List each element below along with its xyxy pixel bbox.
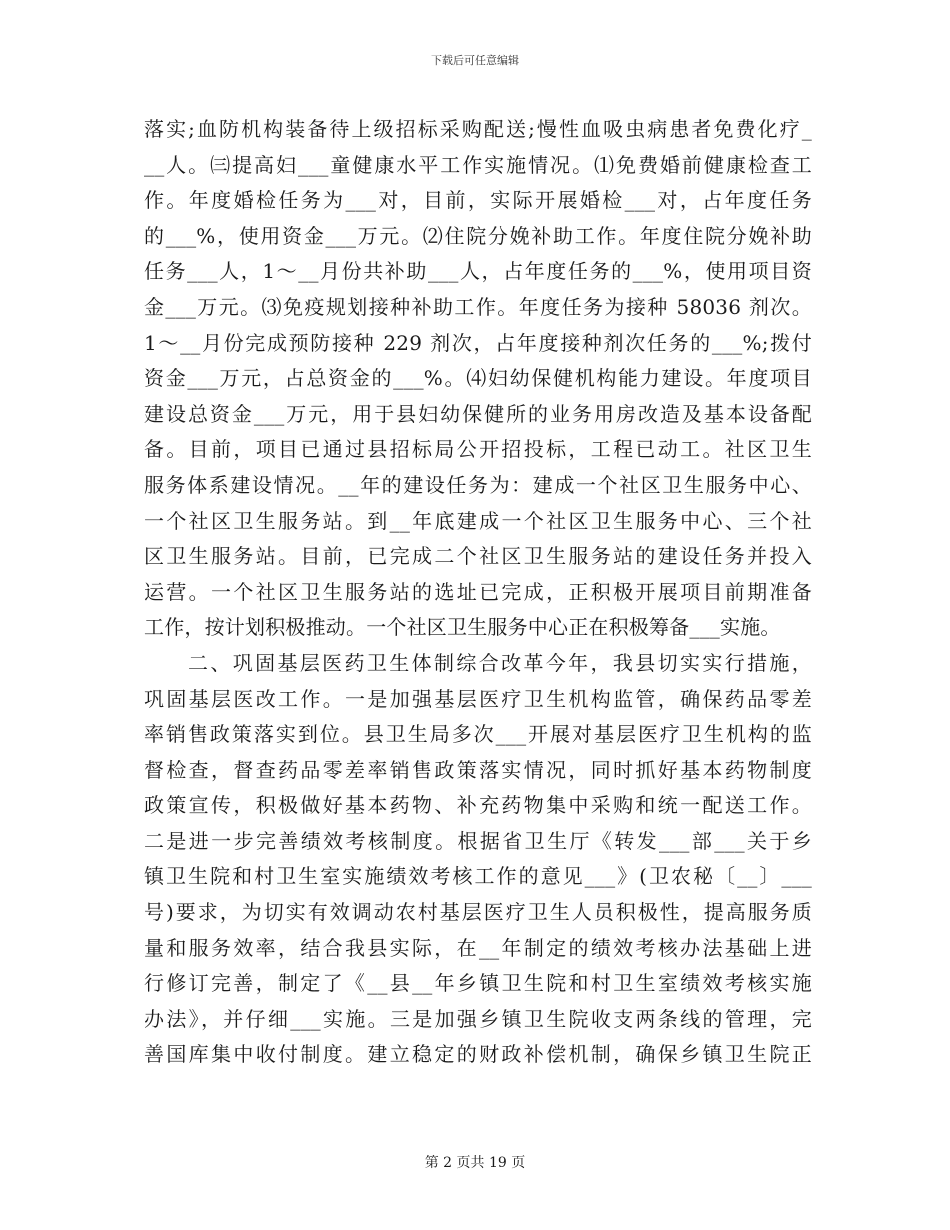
body-line: 镇卫生院和村卫生室实施绩效考核工作的意见___》(卫农秘〔__〕___ [144, 864, 812, 889]
body-line: 号)要求，为切实有效调动农村基层医疗卫生人员积极性，提高服务质 [144, 900, 812, 925]
body-line: 资金___万元，占总资金的___%。⑷妇幼保健机构能力建设。年度项目 [144, 366, 812, 391]
body-line: 服务体系建设情况。__年的建设任务为：建成一个社区卫生服务中心、 [144, 472, 812, 497]
body-line: 善国库集中收付制度。建立稳定的财政补偿机制，确保乡镇卫生院正 [144, 1042, 812, 1067]
body-line: 率销售政策落实到位。县卫生局多次___开展对基层医疗卫生机构的监 [144, 722, 812, 747]
page-number: 第 2 页共 19 页 [424, 1155, 526, 1171]
body-line: 运营。一个社区卫生服务站的选址已完成，正积极开展项目前期准备 [144, 579, 812, 604]
body-line: 区卫生服务站。目前，已完成二个社区卫生服务站的建设任务并投入 [144, 544, 812, 569]
body-line: 落实;血防机构装备待上级招标采购配送;慢性血吸虫病患者免费化疗_ [144, 117, 812, 141]
body-line: 建设总资金___万元，用于县妇幼保健所的业务用房改造及基本设备配 [144, 401, 812, 426]
body-line: 的___%，使用资金___万元。⑵住院分娩补助工作。年度住院分娩补助 [144, 223, 812, 248]
body-line: 办法》，并仔细___实施。三是加强乡镇卫生院收支两条线的管理，完 [144, 1006, 812, 1031]
body-line: 二是进一步完善绩效考核制度。根据省卫生厅《转发___部___关于乡 [144, 828, 812, 853]
body-line: 督检查，督查药品零差率销售政策落实情况，同时抓好基本药物制度 [144, 757, 812, 782]
body-line: 政策宣传，积极做好基本药物、补充药物集中采购和统一配送工作。 [144, 793, 812, 818]
section-heading-line: 二、巩固基层医药卫生体制综合改革今年，我县切实实行措施， [188, 650, 812, 675]
body-line: 行修订完善，制定了《__县__年乡镇卫生院和村卫生室绩效考核实施 [144, 971, 812, 996]
body-line: 量和服务效率，结合我县实际，在__年制定的绩效考核办法基础上进 [144, 935, 812, 960]
body-line: 一个社区卫生服务站。到__年底建成一个社区卫生服务中心、三个社 [144, 508, 812, 533]
page-header: 下载后可任意编辑 [431, 54, 519, 67]
body-line: 作。年度婚检任务为___对，目前，实际开展婚检___对，占年度任务 [144, 188, 812, 213]
body-line: 任务___人，1～__月份共补助___人，占年度任务的___%，使用项目资 [144, 259, 812, 284]
body-line: 1～__月份完成预防接种 229 剂次，占年度接种剂次任务的___%;拨付 [144, 330, 812, 355]
body-line: 工作，按计划积极推动。一个社区卫生服务中心正在积极筹备___实施。 [144, 615, 781, 640]
body-line: 金___万元。⑶免疫规划接种补助工作。年度任务为接种 58036 剂次。 [144, 294, 812, 319]
body-line: 备。目前，项目已通过县招标局公开招投标，工程已动工。社区卫生 [144, 437, 812, 462]
body-line: __人。㈢提高妇___童健康水平工作实施情况。⑴免费婚前健康检查工 [144, 152, 812, 177]
body-line: 巩固基层医改工作。一是加强基层医疗卫生机构监管，确保药品零差 [144, 686, 812, 711]
document-body [144, 112, 812, 1073]
